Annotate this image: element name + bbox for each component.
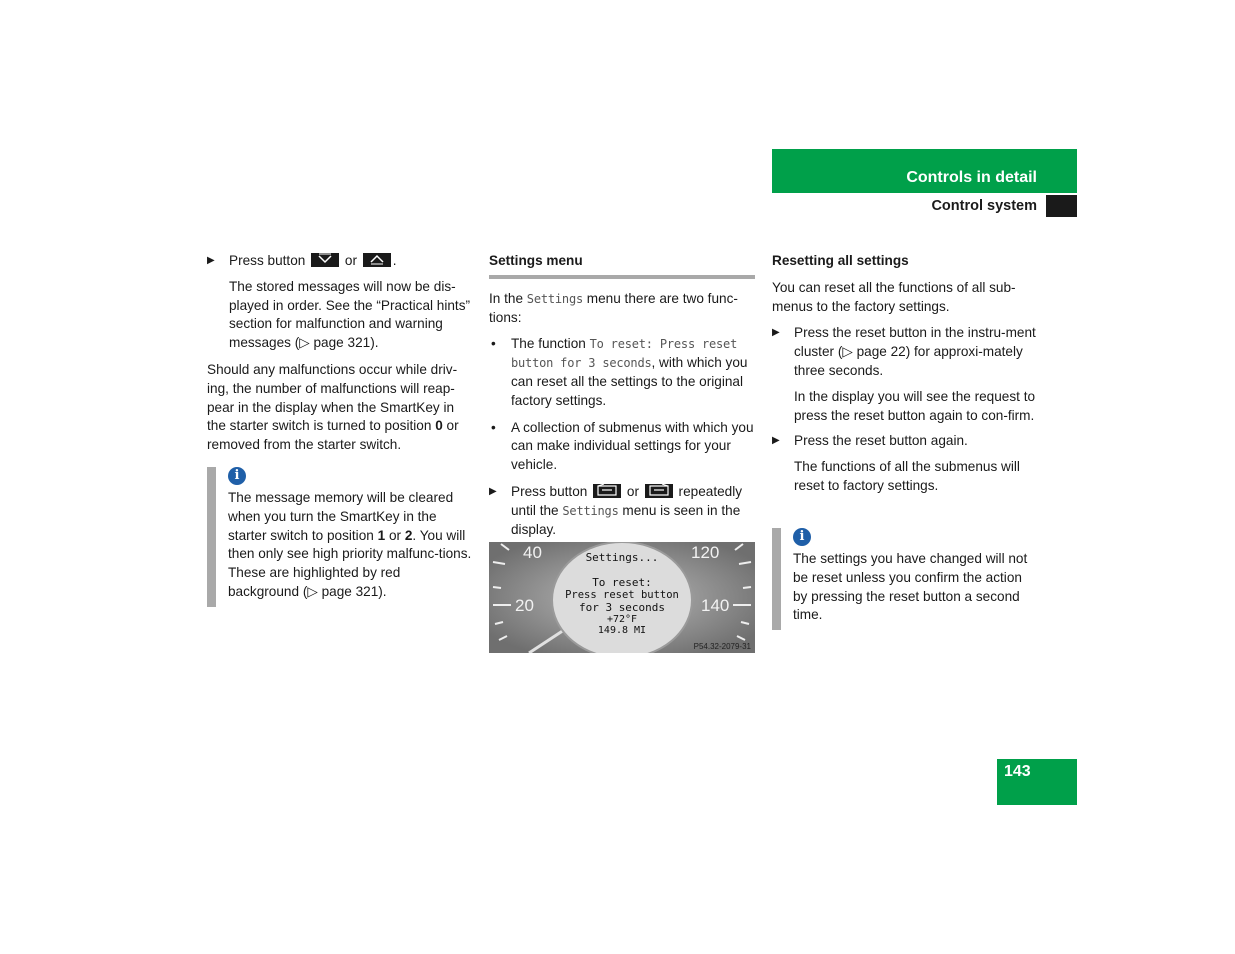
display-forward-button-icon [645, 484, 673, 498]
speed-label-140: 140 [701, 596, 730, 615]
list-item-reset-function: • The function To reset: Press reset button for 3 seconds, with which you can reset all the settings to the original factory settings. [491, 336, 748, 408]
instrument-cluster-image [489, 542, 755, 653]
column-left [207, 252, 475, 455]
arrow-down-button-icon [311, 253, 339, 267]
settings-intro: In the Settings menu there are two func-tions: [489, 290, 738, 325]
arrow-up-button-icon [363, 253, 391, 267]
info-bar [772, 528, 781, 630]
info-box-message-memory [207, 467, 475, 607]
info-bar [207, 467, 216, 607]
triangle-bullet-icon: ▶ [772, 327, 780, 339]
list-item-submenus: • A collection of submenus with which you can make individual settings for your vehicle. [491, 419, 754, 473]
malfunction-paragraph: Should any malfunctions occur while driv-ing, the number of malfunctions will reap-pear in the display when the SmartKey in the starter switch is turned to position 0 or removed from the starter switch. [207, 361, 459, 453]
resetting-intro: You can reset all the functions of all sub-menus to the factory settings. [772, 279, 1016, 314]
step-result-confirm: In the display you will see the request to press the reset button again to con-firm. [794, 388, 1036, 423]
step-result-text: The stored messages will now be dis-played in order. See the “Practical hints” section for malfunction and warning messages (▷ page 321). [229, 278, 471, 351]
dot-bullet-icon: • [491, 419, 496, 435]
triangle-bullet-icon: ▶ [772, 435, 780, 447]
header-marker-block [1046, 195, 1077, 217]
info-icon: i [228, 467, 246, 485]
info-box-confirm [772, 528, 1040, 630]
section-header-band [772, 149, 1077, 193]
section-title: Controls in detail [906, 169, 1037, 186]
step-press-reset: ▶ Press the reset button in the instru-ment cluster (▷ page 22) for approxi-mately three seconds. [772, 325, 1036, 378]
image-code: P54.32-2079-31 [693, 642, 751, 651]
settings-menu-heading: Settings menu [489, 253, 583, 268]
column-right [772, 252, 1040, 496]
speed-label-120: 120 [691, 543, 720, 562]
page-number-badge [997, 759, 1077, 805]
resetting-heading: Resetting all settings [772, 253, 909, 268]
triangle-bullet-icon: ▶ [489, 485, 497, 497]
info-text: The message memory will be cleared when you turn the SmartKey in the starter switch to position 1 or 2. You will then only see high priority malfunc-tions. These are highlighted by red background (▷ page 321). [228, 490, 472, 599]
step-press-display-button: ▶ Press button or repeatedly until the Settings menu is seen in the display. [489, 483, 743, 537]
display-text: Settings... To reset: Press reset button for 3 seconds +72°F 149.8 MI [565, 551, 679, 636]
subsection-title: Control system [931, 198, 1037, 214]
display-back-button-icon [593, 484, 621, 498]
step-press-reset-again: ▶ Press the reset button again. [772, 432, 1040, 451]
step-press-button: ▶ Press button or . [207, 252, 475, 271]
speed-label-20: 20 [515, 596, 534, 615]
info-text: The settings you have changed will not be reset unless you confirm the action by pressing the reset button a second time. [793, 551, 1028, 623]
triangle-bullet-icon: ▶ [207, 255, 215, 266]
info-icon: i [793, 528, 811, 546]
dot-bullet-icon: • [491, 336, 496, 352]
speed-label-40: 40 [523, 543, 542, 562]
column-middle [489, 252, 755, 539]
step-result-reset: The functions of all the submenus will reset to factory settings. [794, 459, 1020, 493]
page-number: 143 [1004, 763, 1031, 780]
heading-rule [489, 275, 755, 279]
